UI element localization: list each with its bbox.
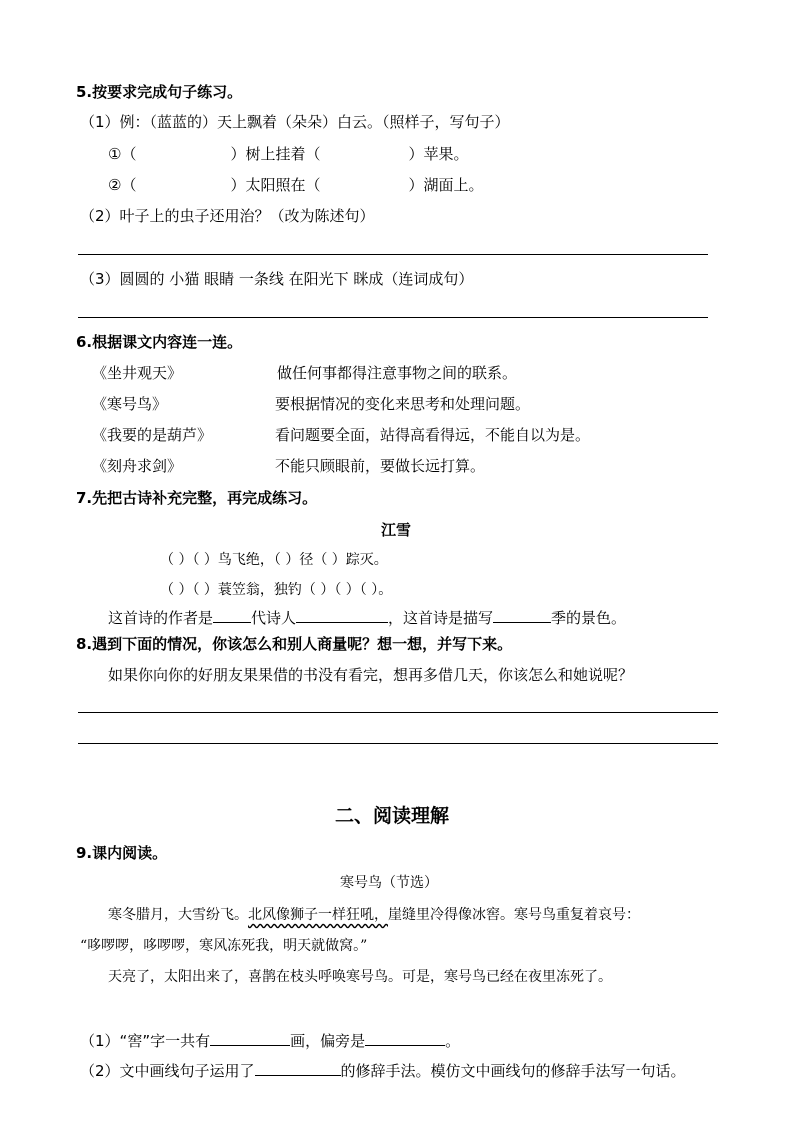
poem-title: 江雪: [381, 521, 412, 539]
poem-line-1: （ ）（ ）鸟飞绝，（ ）径（ ）踪灭。: [160, 552, 388, 568]
underlined-sentence: 北风像狮子一样狂吼，: [248, 907, 388, 923]
q5-part2: （2）叶子上的虫子还用治？（改为陈述句）: [80, 207, 375, 225]
q8-prompt: 如果你向你的好朋友果果借的书没有看完，想再多借几天，你该怎么和她说呢？: [108, 666, 634, 684]
q5-answer-line-1: [78, 254, 708, 255]
q9-sub2: （2）文中画线句子运用了 的修辞手法。模仿文中画线句的修辞手法写一句话。: [80, 1062, 686, 1080]
blank-dynasty[interactable]: [213, 607, 251, 623]
poem-line-2: （ ）（ ）蓑笠翁，独钓（ ）（ ）（ ）。: [160, 582, 393, 598]
q8-answer-line-1: [78, 712, 718, 713]
q6-title-4: 《刻舟求剑》: [92, 457, 183, 475]
q6-meaning-1: 做任何事都得注意事物之间的联系。: [277, 364, 518, 382]
passage-para2: 天亮了，太阳出来了，喜鹊在枝头呼唤寒号鸟。可是，寒号鸟已经在夜里冻死了。: [108, 969, 612, 985]
q7-heading: 7.先把古诗补充完整，再完成练习。: [76, 489, 318, 507]
q5-part1-example: （1）例：（蓝蓝的）天上飘着（朵朵）白云。（照样子，写句子）: [80, 113, 510, 131]
q6-meaning-2: 要根据情况的变化来思考和处理问题。: [275, 395, 531, 413]
q6-meaning-3: 看问题要全面，站得高看得远，不能自以为是。: [275, 426, 591, 444]
q5-heading: 5.按要求完成句子练习。: [76, 83, 243, 101]
blank-stroke-count[interactable]: [210, 1030, 290, 1046]
q5-part3: （3）圆圆的 小猫 眼睛 一条线 在阳光下 眯成（连词成句）: [80, 270, 474, 288]
blank-rhetoric[interactable]: [255, 1060, 341, 1076]
blank-season[interactable]: [493, 607, 551, 623]
passage-title: 寒号鸟（节选）: [340, 875, 438, 891]
section-title-reading: 二、阅读理解: [335, 805, 450, 827]
q8-answer-line-2: [78, 743, 718, 744]
blank-radical[interactable]: [365, 1030, 445, 1046]
q9-sub1: （1）“窖”字一共有 画，偏旁是 。: [80, 1032, 461, 1050]
q6-title-1: 《坐井观天》: [92, 364, 183, 382]
passage-para1-line2: “哆啰啰，哆啰啰，寒风冻死我，明天就做窝。”: [80, 938, 368, 954]
q6-title-3: 《我要的是葫芦》: [92, 426, 213, 444]
q5-part1-item-b: ②（ ）太阳照在（ ）湖面上。: [108, 176, 484, 194]
blank-poet[interactable]: [296, 607, 388, 623]
passage-para1-line1: 寒冬腊月，大雪纷飞。北风像狮子一样狂吼，崖缝里冷得像冰窖。寒号鸟重复着哀号：: [108, 907, 640, 923]
q5-part1-item-a: ①（ ）树上挂着（ ）苹果。: [108, 145, 469, 163]
q6-title-2: 《寒号鸟》: [92, 395, 168, 413]
q6-heading: 6.根据课文内容连一连。: [76, 333, 243, 351]
q8-heading: 8.遇到下面的情况，你该怎么和别人商量呢？想一想，并写下来。: [76, 635, 513, 653]
q9-heading: 9.课内阅读。: [76, 844, 168, 862]
q5-answer-line-2: [78, 317, 708, 318]
q7-fill-sentence: 这首诗的作者是 代诗人 ，这首诗是描写 季的景色。: [108, 609, 627, 627]
q6-meaning-4: 不能只顾眼前，要做长远打算。: [275, 457, 486, 475]
